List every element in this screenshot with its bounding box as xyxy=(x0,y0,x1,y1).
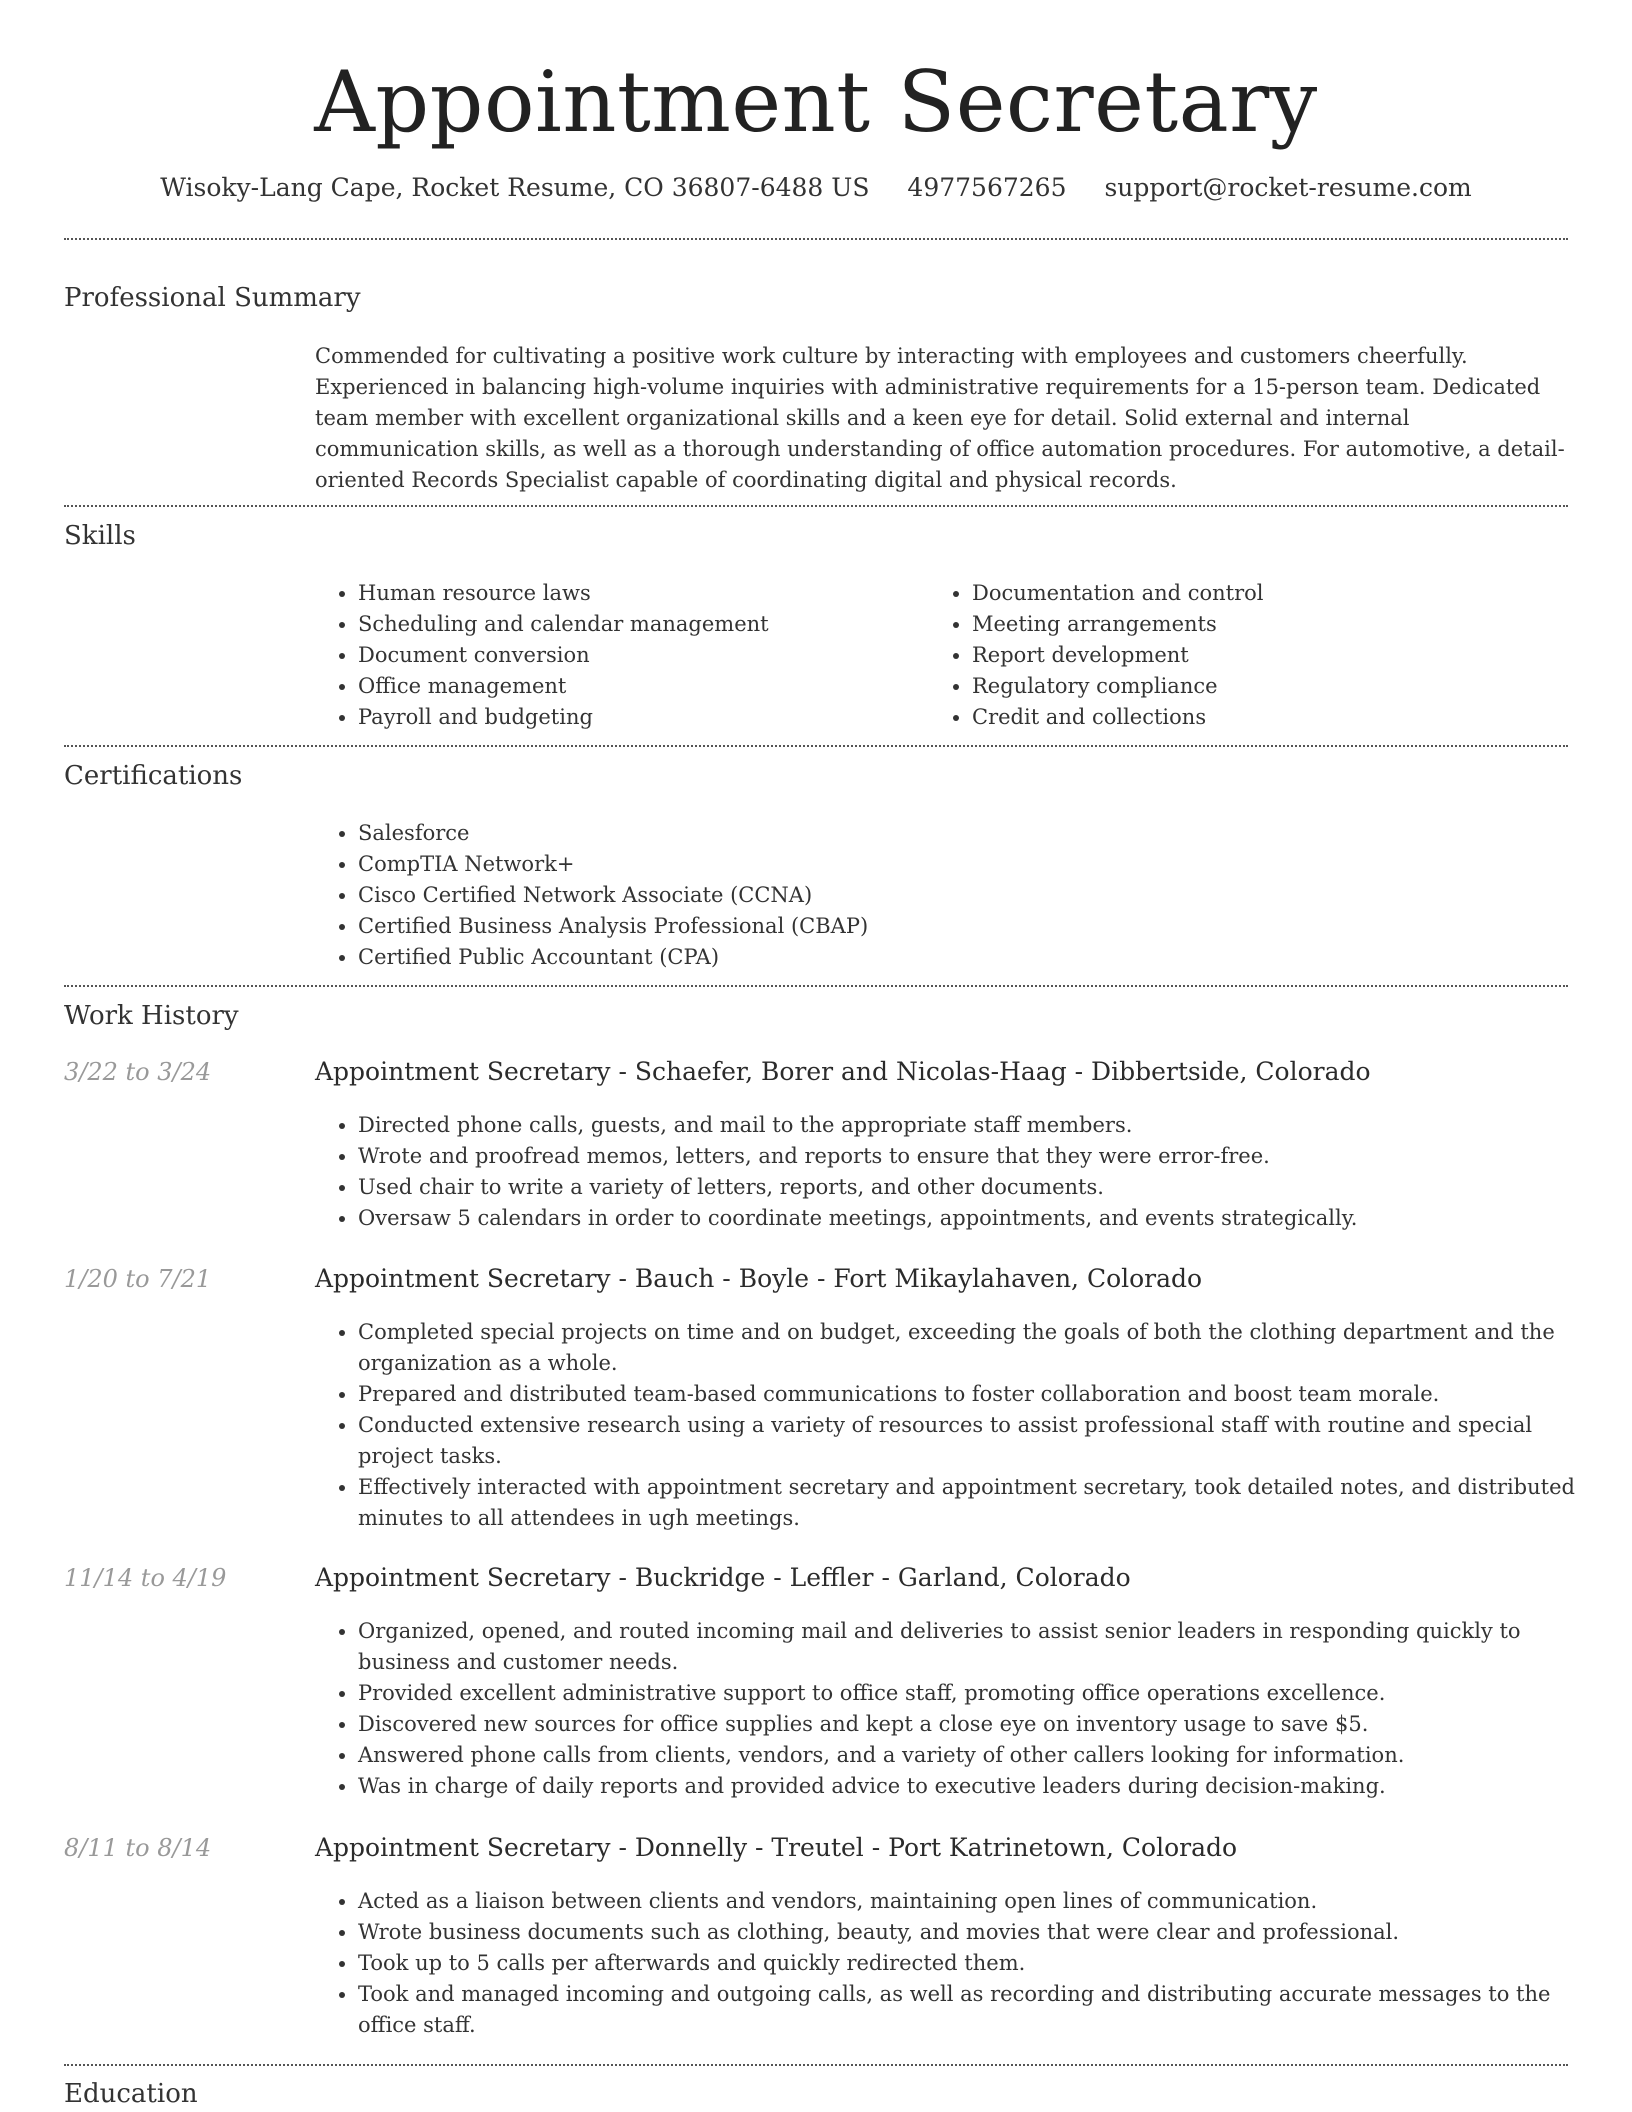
job-bullet: • Answered phone calls from clients, vendors, and a variety of other callers looking for information. xyxy=(358,1740,1608,1771)
job-bullet: • Directed phone calls, guests, and mail to the appropriate staff members. xyxy=(358,1110,1608,1141)
certification-item: • Cisco Certified Network Associate (CCNA) xyxy=(358,880,1558,911)
section-title-work-history: Work History xyxy=(64,1001,239,1031)
job-bullet: • Was in charge of daily reports and provided advice to executive leaders during decision-making. xyxy=(358,1771,1608,1802)
section-title-skills: Skills xyxy=(64,521,136,551)
job-bullet: • Took and managed incoming and outgoing calls, as well as recording and distributing accurate messages to the office staff. xyxy=(358,1979,1608,2041)
section-title-summary: Professional Summary xyxy=(64,283,361,313)
job-bullets xyxy=(314,1616,1608,1802)
job-title: Appointment Secretary - Buckridge - Leffler - Garland, Colorado xyxy=(315,1563,1131,1592)
skill-item: • Payroll and budgeting xyxy=(358,702,918,733)
skill-item: • Office management xyxy=(358,671,918,702)
job-bullet: • Effectively interacted with appointment secretary and appointment secretary, took detailed notes, and distributed minutes to all attendees in ugh meetings. xyxy=(358,1472,1608,1534)
job-bullet: • Organized, opened, and routed incoming mail and deliveries to assist senior leaders in responding quickly to business and customer needs. xyxy=(358,1616,1608,1678)
skill-item: • Human resource laws xyxy=(358,578,918,609)
divider xyxy=(64,985,1568,987)
job-bullet: • Wrote and proofread memos, letters, and reports to ensure that they were error-free. xyxy=(358,1141,1608,1172)
section-title-education: Education xyxy=(64,2079,198,2109)
job-title: Appointment Secretary - Schaefer, Borer and Nicolas-Haag - Dibbertside, Colorado xyxy=(315,1057,1371,1086)
job-bullets xyxy=(314,1317,1608,1534)
job-title: Appointment Secretary - Donnelly - Treutel - Port Katrinetown, Colorado xyxy=(315,1833,1238,1862)
divider xyxy=(64,2064,1568,2066)
job-dates: 3/22 to 3/24 xyxy=(64,1058,212,1086)
certification-item: • CompTIA Network+ xyxy=(358,849,1558,880)
job-bullet: • Took up to 5 calls per afterwards and quickly redirected them. xyxy=(358,1948,1608,1979)
divider xyxy=(64,745,1568,747)
job-bullet: • Oversaw 5 calendars in order to coordinate meetings, appointments, and events strategically. xyxy=(358,1203,1608,1234)
divider xyxy=(64,505,1568,507)
job-bullet: • Provided excellent administrative support to office staff, promoting office operations excellence. xyxy=(358,1678,1608,1709)
certification-item: • Certified Public Accountant (CPA) xyxy=(358,942,1558,973)
phone: 4977567265 xyxy=(907,173,1067,202)
job-dates: 1/20 to 7/21 xyxy=(64,1265,212,1293)
address: Wisoky-Lang Cape, Rocket Resume, CO 36807-6488 US xyxy=(160,173,870,202)
skill-item: • Document conversion xyxy=(358,640,918,671)
candidate-name: Appointment Secretary xyxy=(314,53,1318,151)
skill-item: • Scheduling and calendar management xyxy=(358,609,918,640)
job-dates: 11/14 to 4/19 xyxy=(64,1564,227,1592)
skills-list-right xyxy=(928,578,1572,733)
divider xyxy=(64,238,1568,240)
job-bullet: • Wrote business documents such as clothing, beauty, and movies that were clear and professional. xyxy=(358,1917,1608,1948)
skill-item: • Credit and collections xyxy=(972,702,1572,733)
job-bullet: • Conducted extensive research using a variety of resources to assist professional staff with routine and special project tasks. xyxy=(358,1410,1608,1472)
job-bullet: • Discovered new sources for office supplies and kept a close eye on inventory usage to save $5. xyxy=(358,1709,1608,1740)
skills-list-left xyxy=(314,578,918,733)
job-bullets xyxy=(314,1110,1608,1234)
certification-item: • Salesforce xyxy=(358,818,1558,849)
certification-item: • Certified Business Analysis Professional (CBAP) xyxy=(358,911,1558,942)
contact-line xyxy=(0,170,1632,206)
skill-item: • Report development xyxy=(972,640,1572,671)
job-title: Appointment Secretary - Bauch - Boyle - Fort Mikaylahaven, Colorado xyxy=(315,1264,1203,1293)
job-bullet: • Used chair to write a variety of letters, reports, and other documents. xyxy=(358,1172,1608,1203)
job-dates: 8/11 to 8/14 xyxy=(64,1834,212,1862)
job-bullet: • Acted as a liaison between clients and vendors, maintaining open lines of communication. xyxy=(358,1886,1608,1917)
skill-item: • Documentation and control xyxy=(972,578,1572,609)
section-title-certifications: Certifications xyxy=(64,761,243,791)
skill-item: • Regulatory compliance xyxy=(972,671,1572,702)
summary-text: Commended for cultivating a positive work culture by interacting with employees and customers cheerfully. Experienced in balancing high-volume inquiries with administrative requirements for a 15-person team. Dedicated team member with excellent organizational skills and a keen eye for detail. Solid external and internal communication skills, as well as a thorough understanding of office automation procedures. For automotive, a detail-oriented Records Specialist capable of coordinating digital and physical records. xyxy=(315,344,1565,492)
email: support@rocket-resume.com xyxy=(1104,173,1472,202)
job-bullet: • Completed special projects on time and on budget, exceeding the goals of both the clothing department and the organization as a whole. xyxy=(358,1317,1608,1379)
job-bullets xyxy=(314,1886,1608,2041)
certifications-list xyxy=(314,818,1558,973)
skill-item: • Meeting arrangements xyxy=(972,609,1572,640)
job-bullet: • Prepared and distributed team-based communications to foster collaboration and boost team morale. xyxy=(358,1379,1608,1410)
